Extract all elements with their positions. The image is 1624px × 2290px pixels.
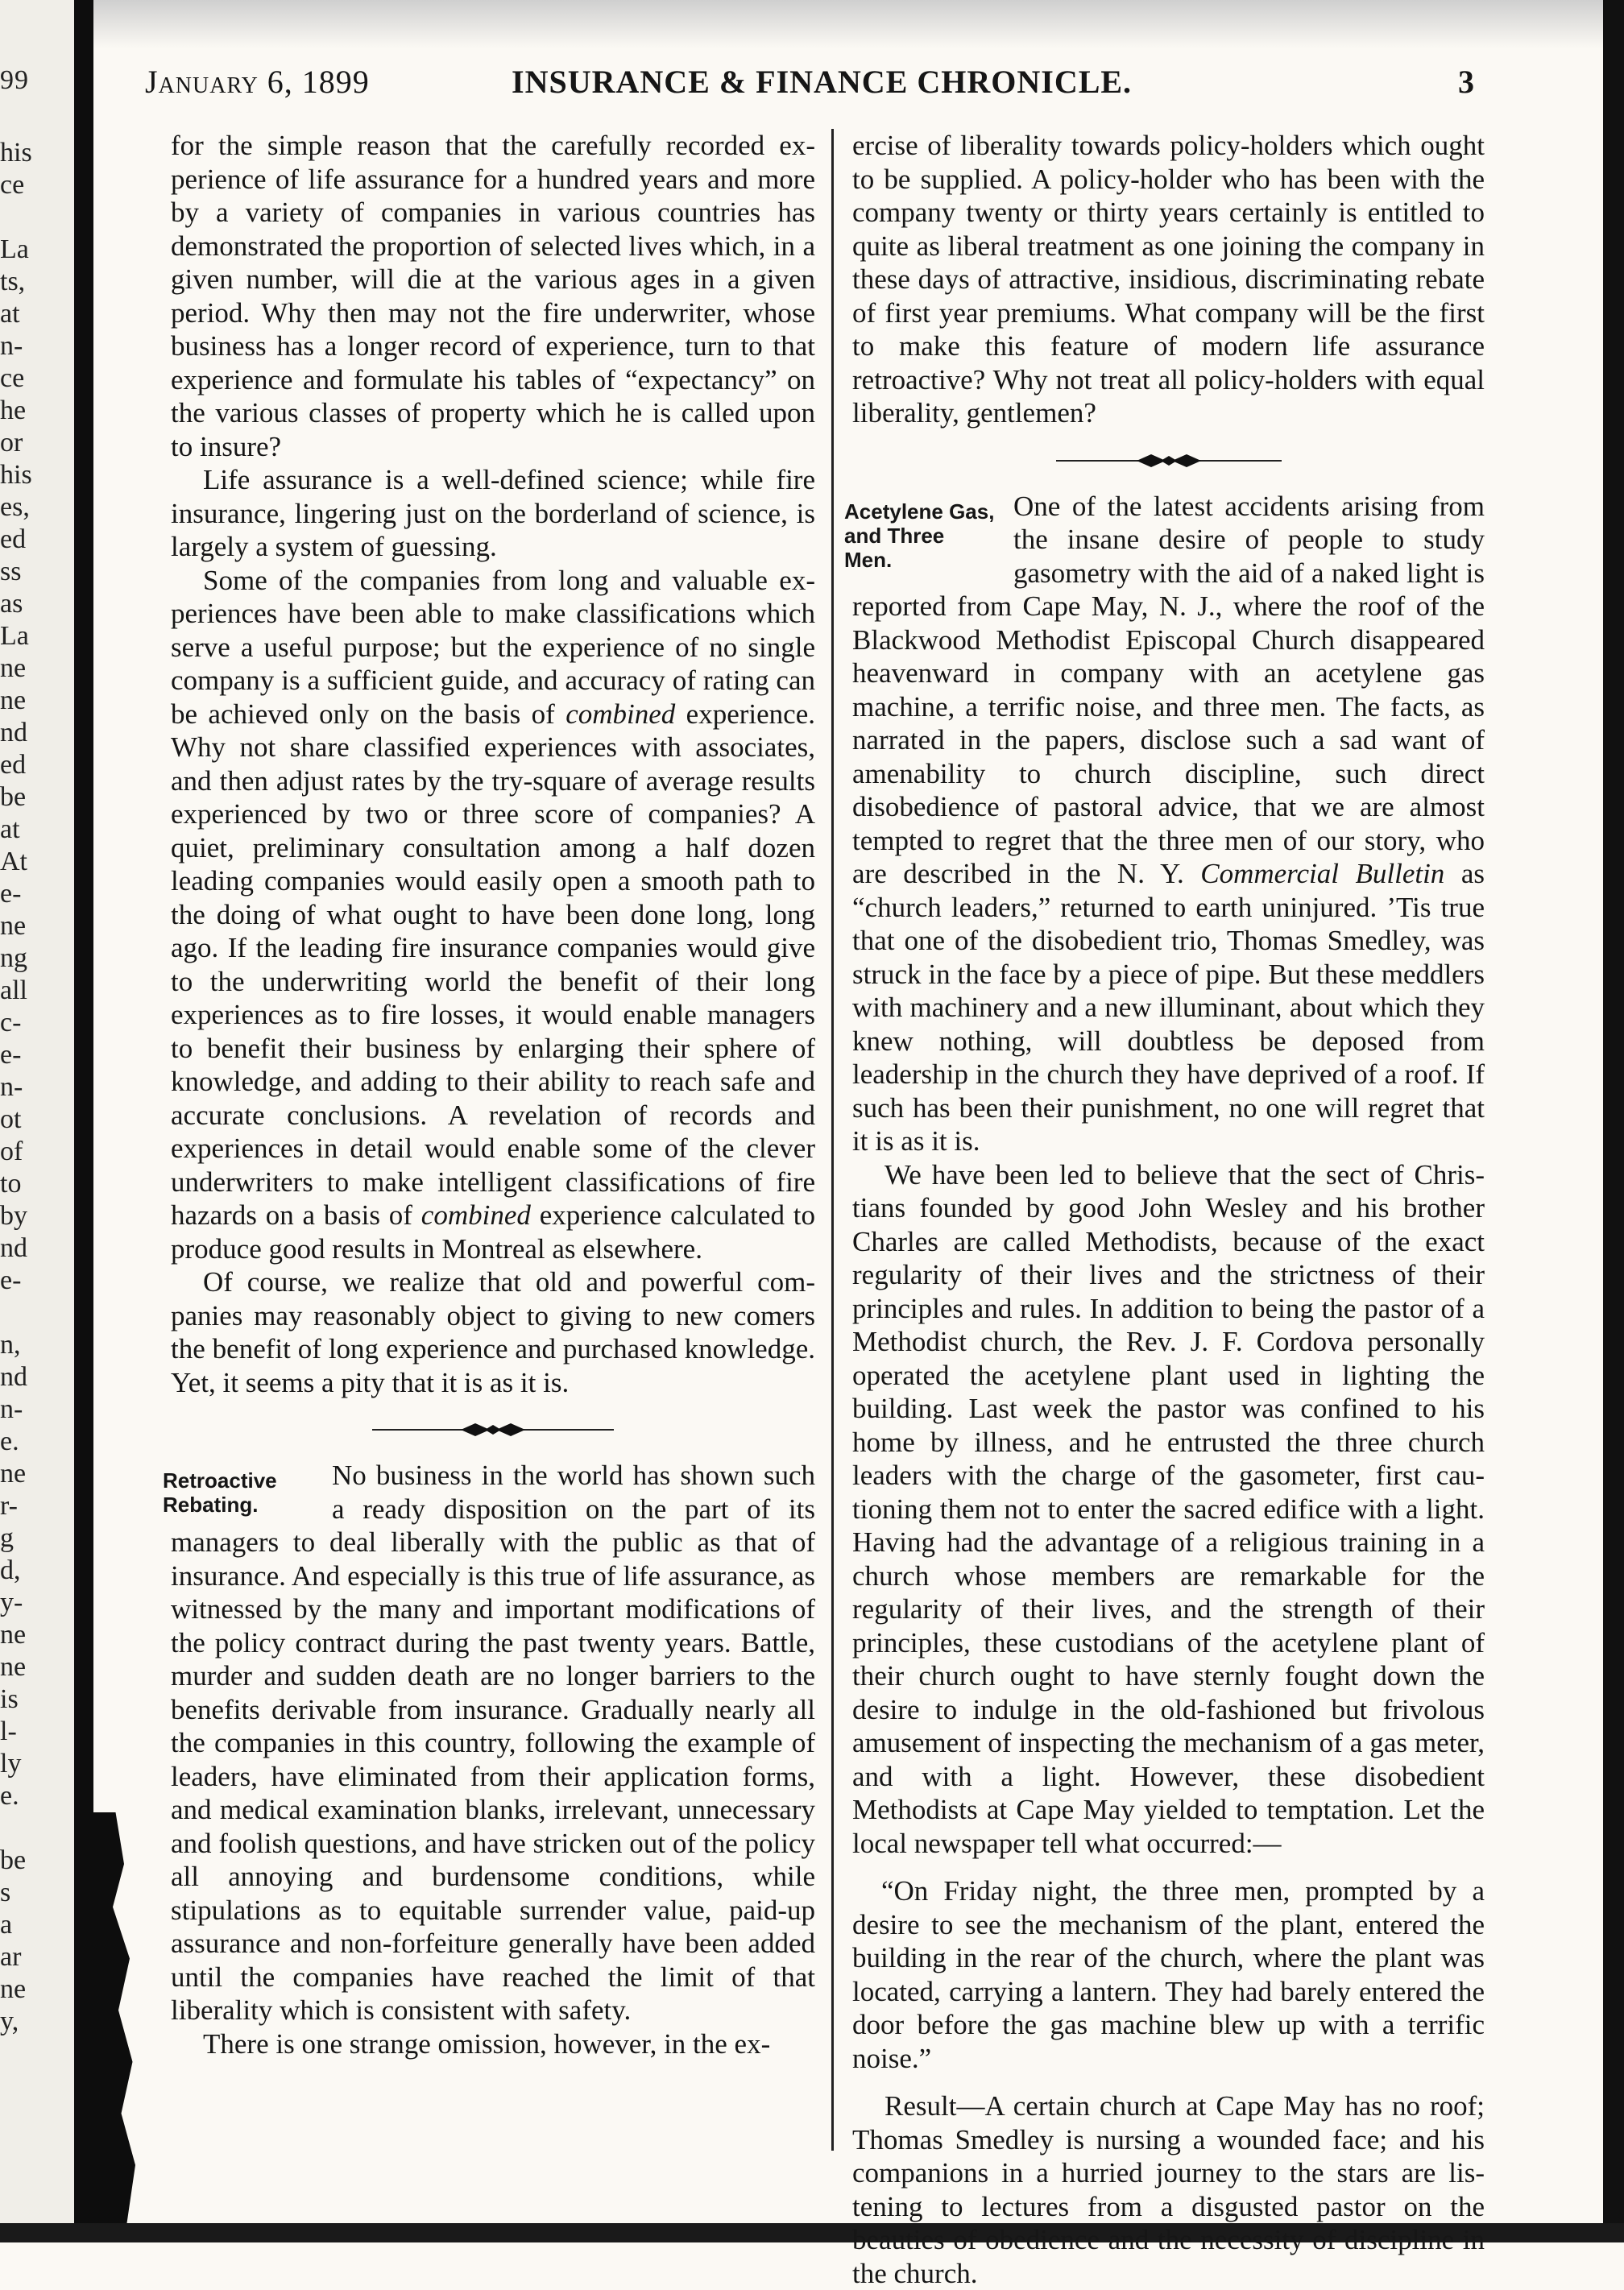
fragment-line: e. xyxy=(0,1781,19,1811)
paragraph: Life assurance is a well-defined science; while fire insurance, lingering just on the borderland of science, is largely a system of guessing. xyxy=(171,464,815,562)
fragment-line: ng xyxy=(0,943,27,973)
fragment-line: ne xyxy=(0,1620,27,1650)
fragment-line: n- xyxy=(0,1072,23,1102)
fragment-line: by xyxy=(0,1201,27,1231)
fragment-line: a xyxy=(0,1910,13,1940)
paragraph: One of the latest accidents arising from the insane desire of people to study gasometry with the aid of a naked light is reported from Cape May, N. J., where the roof of the Blackwood Methodist Episcopal Church disappeared heavenward in company with an acetylene gas machine, a terrific noise, and three men. The facts, as narrated in the papers, disclose such a sad want of amenability to church discipline, such direct disobedience of pastoral advice, that we are almost tempted to regret that the three men of our story, who are described in the N. Y. Commercial Bulletin as “church leaders,” returned to earth uninjured. ’Tis true that one of the disobedient trio, Thomas Smedley, was struck in the face by a piece of pipe. But these meddlers with machinery and a new illuminant, about which they knew nothing, will doubtless be deposed from leadership in the church they have deprived of a roof. If such has been their punishment, no one will regret that it is as it is. xyxy=(852,490,1485,1157)
fragment-line: ne xyxy=(0,653,27,683)
fragment-line: n, xyxy=(0,1330,21,1360)
fragment-line: he xyxy=(0,395,27,425)
publication-title: INSURANCE & FINANCE CHRONICLE. xyxy=(512,64,1133,100)
left-column xyxy=(163,129,816,2060)
paragraph: ercise of liberality towards policy-holders which ought to be supplied. A policy-holder who has been with the company twenty or thirty years certainly is entitled to quite as liberal treatment as one joining the company in these days of attractive, insidious, discriminating rebate of first year premiums. What company will be the first to make this feature of modern life assurance retroactive? Why not treat all policy-holders with equal liberality, gentlemen? xyxy=(852,130,1485,429)
torn-page-edge xyxy=(90,1812,147,2242)
paragraph: There is one strange omission, however, in the ex- xyxy=(203,2027,771,2060)
newspaper-quote xyxy=(852,1874,1485,2075)
fragment-line: e. xyxy=(0,1427,19,1456)
fragment-line: is xyxy=(0,1684,19,1714)
paragraph: Of course, we realize that old and powerful companies may reasonably object to giving to new comers the benefit of long experience and purchased knowledge. Yet, it seems a pity that it is as it is. xyxy=(171,1266,815,1398)
fragment-line: ar xyxy=(0,1942,22,1972)
fragment-line: ce xyxy=(0,170,25,200)
scan-right-edge xyxy=(1603,0,1624,2242)
fragment-line: nd xyxy=(0,1362,27,1392)
emphasis: combined xyxy=(566,698,676,730)
page-number: 3 xyxy=(1458,64,1474,100)
fragment-line: ts, xyxy=(0,267,26,296)
paragraph: Result—A certain church at Cape May has no roof; Thomas Smedley is nursing a wounded face; and his companions in a hurried journey to the stars are listening to lectures from a disgusted pastor on the beauties of obedience and the necessity of discipline in the church. xyxy=(852,2090,1485,2289)
fragment-line: be xyxy=(0,782,27,812)
previous-page-line-ends xyxy=(0,137,32,2038)
fragment-line: nd xyxy=(0,1233,27,1263)
fragment-line: g xyxy=(0,1523,14,1553)
fragment-line: to xyxy=(0,1169,22,1199)
fragment-line: s xyxy=(0,1878,11,1907)
emphasis: Commercial Bulletin xyxy=(1200,858,1445,889)
fragment-line: e- xyxy=(0,1040,22,1070)
running-header xyxy=(145,63,1482,111)
fragment-line: At xyxy=(0,847,27,876)
fragment-line: l- xyxy=(0,1716,17,1746)
previous-page-number: 99 xyxy=(0,65,29,95)
section-divider-ornament xyxy=(1056,453,1282,469)
side-heading-retroactive-rebating: Retroactive Rebating. xyxy=(163,1468,277,1517)
fragment-line: y, xyxy=(0,2006,19,2036)
paragraph: Some of the companies from long and valuable experiences have been able to make classifications which serve a useful purpose; but the experience of no single company is a sufficient guide, and accuracy of rating can be achieved only on the basis of combined experience. Why not share classified experiences with associates, and then adjust rates by the try-square of average results experienced by two or three score of companies? A quiet, preliminary consultation among a half dozen leading companies would easily open a smooth path to the doing of what ought to have been done long, long ago. If the leading fire insurance companies would give to the underwriting world the benefit of their long experiences as to fire losses, it would enable managers to benefit their business by enlarging their sphere of knowledge, and adding to their ability to reach safe and accurate conclusions. A revelation of records and experiences in detail would enable some of the clever underwriters to make intelligent classifications of fire hazards on a basis of combined experience calculated to produce good results in Montreal as elsewhere. xyxy=(171,564,816,1265)
fragment-line: ne xyxy=(0,911,27,941)
fragment-line: at xyxy=(0,299,20,329)
fragment-line: ed xyxy=(0,750,27,780)
paragraph: for the simple reason that the carefully recorded experience of life assurance for a hundred years and more by a variety of companies in various countries has demonstrated the proportion of selected lives which, in a given number, will die at the various ages in a given period. Why then may not the fire underwriter, whose business has a longer record of experience, turn to that experience and formulate his tables of “expectancy” on the various classes of property which he is called upon to insure? xyxy=(171,130,815,462)
fragment-line: ss xyxy=(0,557,22,586)
emphasis: combined xyxy=(420,1199,531,1231)
fragment-line: ne xyxy=(0,685,27,715)
column-rule xyxy=(831,129,834,2151)
issue-date: January 6, 1899 xyxy=(145,64,370,100)
fragment-line: nd xyxy=(0,718,27,747)
fragment-line: ne xyxy=(0,1652,27,1682)
fragment-line: ot xyxy=(0,1104,22,1134)
fragment-line: e- xyxy=(0,1265,22,1295)
fragment-line: ed xyxy=(0,524,27,554)
quoted-paragraph: “On Friday night, the three men, prompted by a desire to see the mechanism of the plant, entered the building in the rear of the church, where the plant was located, carrying a lantern. They had barely entered the door before the gas machine blew up with a terrific noise.” xyxy=(852,1875,1485,2074)
fragment-line: d, xyxy=(0,1555,21,1585)
section-divider-ornament xyxy=(372,1422,614,1438)
fragment-line: ne xyxy=(0,1459,27,1489)
fragment-line xyxy=(0,1812,23,1845)
fragment-line: at xyxy=(0,814,20,844)
side-heading-acetylene-gas: Acetylene Gas, and Three Men. xyxy=(844,499,995,572)
fragment-line: n- xyxy=(0,1394,23,1424)
fragment-line xyxy=(0,201,23,234)
fragment-line: or xyxy=(0,428,23,458)
fragment-line: c- xyxy=(0,1008,22,1037)
fragment-line: es, xyxy=(0,492,30,522)
fragment-line: r- xyxy=(0,1491,18,1521)
fragment-line: be xyxy=(0,1845,27,1875)
fragment-line: his xyxy=(0,138,32,168)
fragment-line: y- xyxy=(0,1588,23,1617)
fragment-line: e- xyxy=(0,879,22,909)
fragment-line: of xyxy=(0,1137,23,1166)
fragment-line: La xyxy=(0,621,29,651)
fragment-line: ne xyxy=(0,1974,27,2004)
previous-page-fragment xyxy=(0,64,32,2038)
right-column xyxy=(844,129,1485,2290)
fragment-line: ly xyxy=(0,1749,22,1779)
fragment-line: as xyxy=(0,589,23,619)
scan-top-shadow xyxy=(0,0,1624,48)
fragment-line: n- xyxy=(0,331,23,361)
fragment-line xyxy=(0,1297,23,1329)
fragment-line: ce xyxy=(0,363,25,393)
paragraph: No business in the world has shown such a ready disposition on the part of its managers to deal liberally with the public as that of insurance. And especially is this true of life assurance, as witnessed by the many and important modifications of the policy contract during the past twenty years. Battle, murder and sudden death are no longer barriers to the benefits derivable from insurance. Gradually nearly all the companies in this country, following the example of leaders, have eliminated from their application forms, and medical examination blanks, irrelevant, unnecessary and foolish questions, and have stricken out of the policy all annoying and burdensome conditions, while stipulations as to equitable surrender value, paid-up assurance and non-forfeiture generally have been added until the companies have reached the limit of that liberality which is consistent with safety. xyxy=(171,1460,815,2026)
fragment-line: his xyxy=(0,460,32,490)
fragment-line: all xyxy=(0,975,27,1005)
fragment-line: La xyxy=(0,234,29,264)
paragraph: We have been led to believe that the sect of Christians founded by good John Wesley and his brother Charles are called Methodists, because of the exact regularity of their lives and the strictness of their principles and rules. In addition to being the pastor of a Methodist church, the Rev. J. F. Cordova personally operated the acetylene plant used in lighting the building. Last week the pastor was confined to his home by illness, and he entrusted the three church leaders with the charge of the gasometer, first cautioning them not to enter the sacred edifice with a light. Having had the advantage of a religious training in a church whose members are remarkable for the regularity of their lives, and the strength of their principles, these custodians of the acetylene plant of their church ought to have sternly fought down the desire to indulge in the old-fashioned but frivolous amusement of inspecting the mechanism of a gas meter, and with a light. However, these disobedient Methodists at Cape May yielded to temptation. Let the local newspaper tell what occurred:— xyxy=(852,1158,1485,1859)
